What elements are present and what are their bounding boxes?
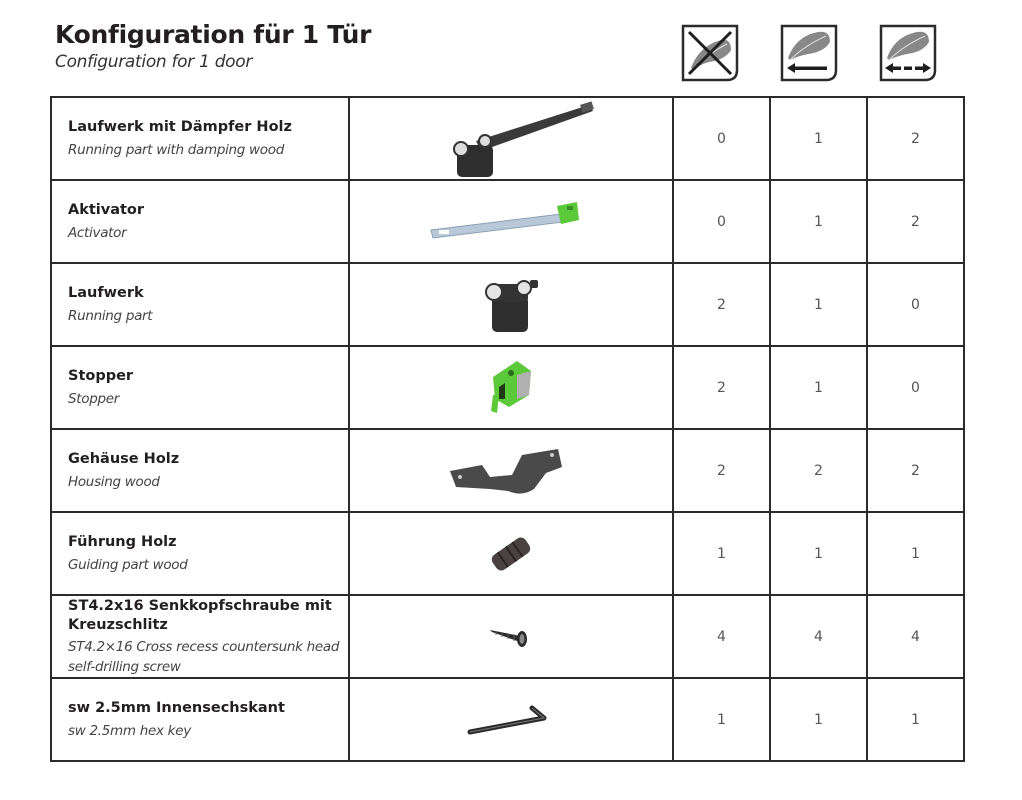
part-name-de: sw 2.5mm Innensechskant [68, 699, 285, 716]
part-description [51, 97, 349, 180]
hex-key-image [349, 678, 673, 761]
part-description [51, 429, 349, 512]
part-name-de: Gehäuse Holz [68, 450, 180, 467]
screw-image [349, 595, 673, 678]
part-name-de: ST4.2x16 Senkkopfschraube mit Kreuzschlitz [68, 597, 332, 633]
running-part-with-damper-image [349, 97, 673, 180]
part-name-en: ST4.2×16 Cross recess countersunk head self-drilling screw [68, 638, 340, 675]
part-description [51, 346, 349, 429]
page-subtitle: Configuration for 1 door [55, 52, 253, 72]
quantity-no-damping: 2 [673, 263, 770, 346]
quantity-no-damping: 2 [673, 429, 770, 512]
quantity-one-side: 1 [770, 346, 867, 429]
table-row [51, 180, 964, 263]
part-description [51, 180, 349, 263]
housing-image [349, 429, 673, 512]
part-name-en: Running part with damping wood [68, 141, 284, 158]
quantity-no-damping: 0 [673, 180, 770, 263]
quantity-both-sides: 4 [867, 595, 964, 678]
part-description [51, 678, 349, 761]
stopper-image [349, 346, 673, 429]
parts-table [50, 96, 965, 762]
part-name-de: Laufwerk [68, 284, 144, 301]
part-name-en: Guiding part wood [68, 556, 188, 573]
quantity-no-damping: 2 [673, 346, 770, 429]
quantity-no-damping: 1 [673, 512, 770, 595]
part-description [51, 263, 349, 346]
part-name-de: Aktivator [68, 201, 145, 218]
quantity-both-sides: 1 [867, 512, 964, 595]
guiding-part-image [349, 512, 673, 595]
quantity-both-sides: 2 [867, 97, 964, 180]
quantity-both-sides: 2 [867, 429, 964, 512]
table-row [51, 678, 964, 761]
part-description [51, 595, 349, 678]
part-name-de: Stopper [68, 367, 134, 384]
no-damping-icon [681, 24, 739, 82]
quantity-both-sides: 0 [867, 263, 964, 346]
part-description [51, 512, 349, 595]
part-name-de: Führung Holz [68, 533, 177, 550]
quantity-one-side: 1 [770, 512, 867, 595]
quantity-both-sides: 2 [867, 180, 964, 263]
part-name-en: sw 2.5mm hex key [68, 722, 191, 739]
quantity-one-side: 1 [770, 180, 867, 263]
quantity-one-side: 1 [770, 263, 867, 346]
quantity-both-sides: 0 [867, 346, 964, 429]
part-name-en: Running part [68, 307, 153, 324]
quantity-no-damping: 0 [673, 97, 770, 180]
table-row [51, 595, 964, 678]
quantity-both-sides: 1 [867, 678, 964, 761]
table-row [51, 263, 964, 346]
part-name-en: Stopper [68, 390, 120, 407]
part-name-en: Activator [68, 224, 127, 241]
part-name-de: Laufwerk mit Dämpfer Holz [68, 118, 292, 135]
running-part-image [349, 263, 673, 346]
quantity-no-damping: 4 [673, 595, 770, 678]
table-row [51, 97, 964, 180]
table-row [51, 512, 964, 595]
page-title: Konfiguration für 1 Tür [55, 20, 372, 49]
table-row [51, 346, 964, 429]
quantity-one-side: 1 [770, 97, 867, 180]
quantity-no-damping: 1 [673, 678, 770, 761]
activator-image [349, 180, 673, 263]
quantity-one-side: 4 [770, 595, 867, 678]
table-row [51, 429, 964, 512]
damping-both-sides-icon [879, 24, 937, 82]
damping-one-side-icon [780, 24, 838, 82]
quantity-one-side: 2 [770, 429, 867, 512]
part-name-en: Housing wood [68, 473, 160, 490]
quantity-one-side: 1 [770, 678, 867, 761]
